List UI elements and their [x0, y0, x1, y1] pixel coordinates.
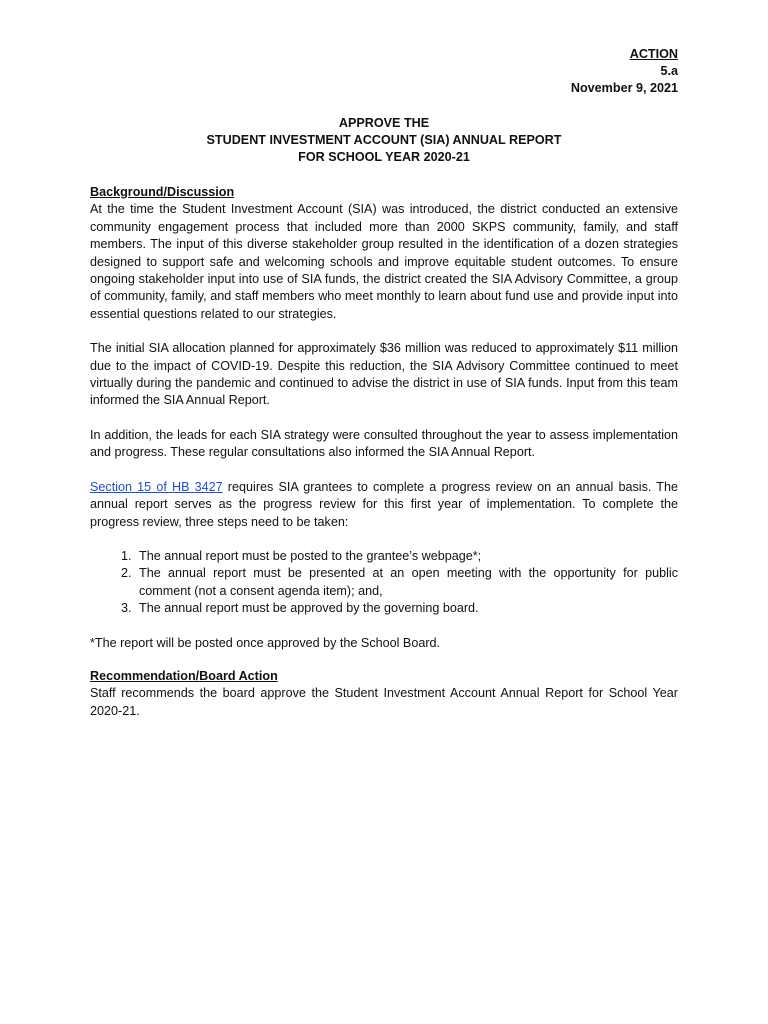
footnote: *The report will be posted once approved by the School Board. — [90, 635, 441, 650]
header-block — [90, 46, 678, 97]
background-paragraph-3: In addition, the leads for each SIA strategy were consulted throughout the year to assess implementation and progress. These regular consultations also informed the SIA Annual Report. — [90, 427, 678, 460]
hb3427-link[interactable]: Section 15 of HB 3427 — [90, 479, 223, 494]
background-paragraph-2: The initial SIA allocation planned for approximately $36 million was reduced to approximately $11 million due to the impact of COVID-19. Despite this reduction, the SIA Advisory Committee continued to meet virtually during the pandemic and continued to advise the district in use of SIA funds. Input from this team informed the SIA Annual Report. — [90, 341, 678, 408]
paragraph-4-text: requires SIA grantees to complete a progress review on an annual basis. The annual report serves as the progress review for this first year of implementation. To complete the progress review, three steps need to be taken: — [90, 479, 678, 529]
list-item: 3. The annual report must be approved by the governing board. — [135, 600, 678, 617]
background-paragraph-1: At the time the Student Investment Account (SIA) was introduced, the district conducted an extensive community engagement process that included more than 2000 SKPS community, family, and staff members. The input of this diverse stakeholder group resulted in the identification of a dozen strategies designed to support safe and welcoming schools and improve equitable student outcomes. To ensure ongoing stakeholder input into use of SIA funds, the district created the SIA Advisory Committee, a group of community, family, and staff members who meet monthly to learn about fund use and provide input into essential questions related to our strategies. — [90, 202, 678, 321]
progress-review-steps — [90, 548, 678, 618]
title-line-2: STUDENT INVESTMENT ACCOUNT (SIA) ANNUAL REPORT — [206, 133, 562, 147]
title-line-3: FOR SCHOOL YEAR 2020-21 — [298, 150, 470, 164]
recommendation-heading: Recommendation/Board Action — [90, 668, 278, 683]
background-paragraph-4 — [90, 479, 678, 531]
recommendation-text: Staff recommends the board approve the Student Investment Account Annual Report for School Year 2020-21. — [90, 686, 678, 718]
agenda-item-number: 5.a — [660, 64, 678, 78]
title-line-1: APPROVE THE — [338, 116, 430, 130]
meeting-date: November 9, 2021 — [570, 81, 678, 95]
list-item: 2. The annual report must be presented at an open meeting with the opportunity for public comment (not a consent agenda item); and, — [135, 565, 678, 600]
action-label: ACTION — [629, 47, 678, 61]
list-item: 1. The annual report must be posted to the grantee’s webpage*; — [135, 548, 678, 565]
document-title — [90, 115, 678, 166]
background-heading: Background/Discussion — [90, 185, 235, 199]
